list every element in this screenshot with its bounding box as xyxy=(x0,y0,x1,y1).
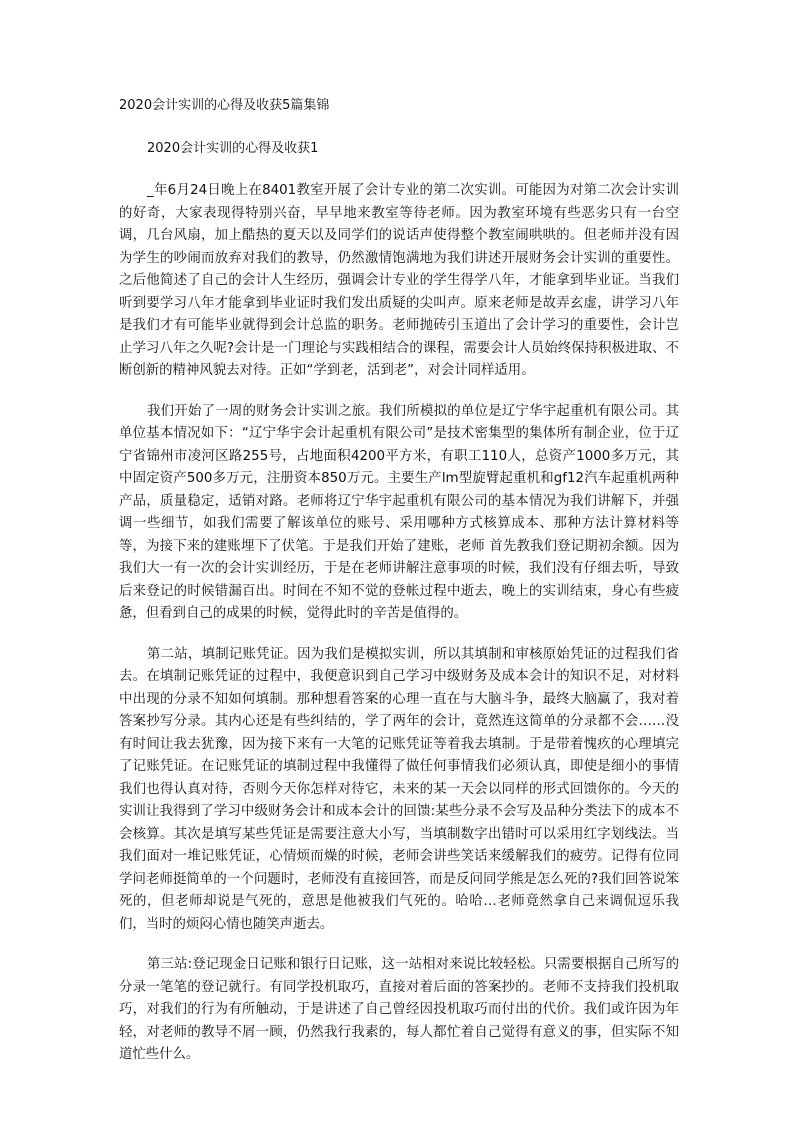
paragraph-4: 第三站:登记现金日记账和银行日记账，这一站相对来说比较轻松。只需要根据自己所写的分录一笔笔的登记就行。有同学投机取巧，直接对着后面的答案抄的。老师不支持我们投机取巧，对我们的行为有所触动，于是讲述了自己曾经因投机取巧而付出的代价。我们或许因为年轻，对老师的教导不屑一顾，仍然我行我素的，每人都忙着自己觉得有意义的事，但实际不知道忙些什么。 xyxy=(119,957,679,1062)
section-title: 2020会计实训的心得及收获1 xyxy=(147,141,319,156)
paragraph-3: 第二站，填制记账凭证。因为我们是模拟实训，所以其填制和审核原始凭证的过程我们省去。在填制记账凭证的过程中，我便意识到自己学习中级财务及成本会计的知识不足，对材料中出现的分录不知如何填制。那种想看答案的心理一直在与大脑斗争，最终大脑赢了，我对着答案抄写分录。其内心还是有些纠结的，学了两年的会计，竟然连这简单的分录都不会……没有时间让我去犹豫，因为接下来有一大笔的记账凭证等着我去填制。于是带着愧疚的心理填完了记账凭证。在记账凭证的填制过程中我懂得了做任何事情我们必须认真，即使是细小的事情我们也得认真对待，否则今天你怎样对待它，未来的某一天会以同样的形式回馈你的。今天的实训让我得到了学习中级财务会计和成本会计的回馈:某些分录不会写及品种分类法下的成本不会核算。其次是填写某些凭证是需要注意大小写，当填制数字出错时可以采用红字划线法。当我们面对一堆记账凭证，心情烦而燥的时候，老师会讲些笑话来缓解我们的疲劳。记得有位同学问老师挺简单的一个问题时，老师没有直接回答，而是反问同学熊是怎么死的?我们回答说笨死的，但老师却说是气死的，意思是他被我们气死的。哈哈…老师竟然拿自己来调侃逗乐我们，当时的烦闷心情也随笑声逝去。 xyxy=(119,646,679,932)
document-title: 2020会计实训的心得及收获5篇集锦 xyxy=(119,98,330,113)
document-body xyxy=(119,180,679,1085)
paragraph-2: 我们开始了一周的财务会计实训之旅。我们所模拟的单位是辽宁华宇起重机有限公司。其单位基本情况如下：“辽宁华宇会计起重机有限公司”是技术密集型的集体所有制企业，位于辽宁省锦州市凌河区路255号，占地面积4200平方米，有职工110人，总资产1000多万元，其中固定资产500多万元，注册资本850万元。主要生产lm型旋臂起重机和gf12汽车起重机两种产品，质量稳定，适销对路。老师将辽宁华宇起重机有限公司的基本情况为我们讲解下，并强调一些细节，如我们需要了解该单位的账号、采用哪种方式核算成本、那种方法计算材料等等，为接下来的建账埋下了伏笔。于是我们开始了建账，老师 首先教我们登记期初余额。因为我们大一有一次的会计实训经历，于是在老师讲解注意事项的时候，我们没有仔细去听，导致后来登记的时候错漏百出。时间在不知不觉的登帐过程中逝去，晚上的实训结束，身心有些疲惫，但看到自己的成果的时候，觉得此时的辛苦是值得的。 xyxy=(119,403,679,621)
paragraph-1: _年6月24日晚上在8401教室开展了会计专业的第二次实训。可能因为对第二次会计实训的好奇，大家表现得特别兴奋，早早地来教室等待老师。因为教室环境有些恶劣只有一台空调，几台风扇，加上酷热的夏天以及同学们的说话声使得整个教室闹哄哄的。但老师并没有因为学生的吵闹而放弃对我们的教导，仍然激情饱满地为我们讲述开展财务会计实训的重要性。之后他简述了自己的会计人生经历，强调会计专业的学生得学八年，才能拿到毕业证。当我们听到要学习八年才能拿到毕业证时我们发出质疑的尖叫声。原来老师是故弄玄虚，讲学习八年是我们才有可能毕业就得到会计总监的职务。老师抛砖引玉道出了会计学习的重要性，会计岂止学习八年之久呢?会计是一门理论与实践相结合的课程，需要会计人员始终保持积极进取、不断创新的精神风貌去对待。正如“学到老，活到老”，对会计同样适用。 xyxy=(119,183,679,378)
